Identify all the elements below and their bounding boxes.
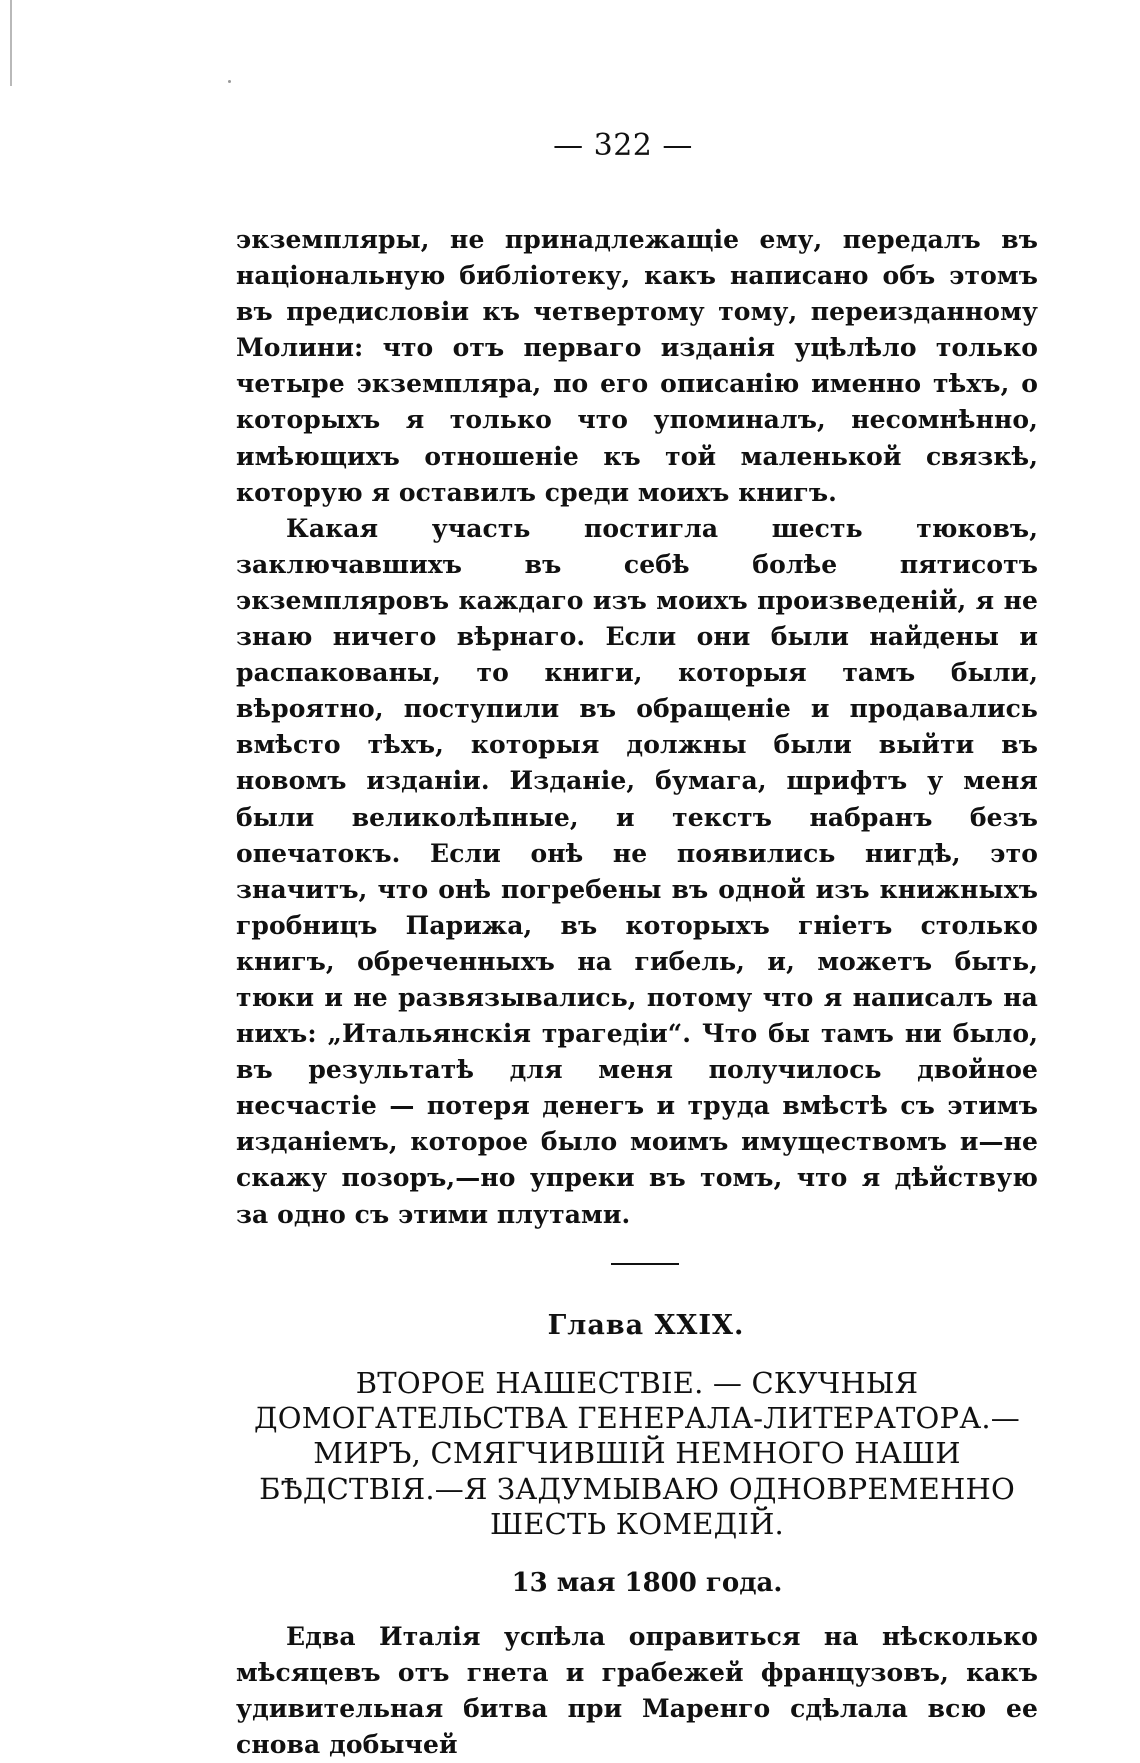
chapter-title: Глава XXIX. — [547, 1309, 745, 1341]
chapter-summary: ВТОРОЕ НАШЕСТВІЕ. — СКУЧНЫЯ ДОМОГАТЕЛЬСТВА ГЕНЕРАЛА-ЛИТЕРАТОРА.—МИРЪ, СМЯГЧИВШІЙ НЕМНОГО НАШИ БѢДСТВІЯ.—Я ЗАДУМЫВАЮ ОДНОВРЕМЕННО ШЕСТЬ КОМЕДІЙ. — [253, 1366, 1020, 1541]
chapter-date: 13 мая 1800 года. — [511, 1568, 783, 1599]
chapter-opening-paragraph: Едва Италія успѣла оправиться на нѣсколько мѣсяцевъ отъ гнета и грабежей французовъ, какъ удивительная битва при Маренго сдѣлала всю ее снова добычей — [236, 1622, 1038, 1760]
paragraph-2: Какая участь постигла шесть тюковъ, заключавшихъ въ себѣ болѣе пятисотъ экземпляровъ каждаго изъ моихъ произведеній, я не знаю ничего вѣрнаго. Если они были найдены и распакованы, то книги, которыя тамъ были, вѣроятно, поступили въ обращеніе и продавались вмѣсто тѣхъ, которыя должны были выйти въ новомъ изданіи. Изданіе, бумага, шрифтъ у меня были великолѣпные, и текстъ набранъ безъ опечатокъ. Если онѣ не появились нигдѣ, это значитъ, что онѣ погребены въ одной изъ книжныхъ гробницъ Парижа, въ которыхъ гніетъ столько книгъ, обреченныхъ на гибель, и, можетъ быть, тюки и не развязывались, потому что я написалъ на нихъ: „Итальянскія трагедіи“. Что бы тамъ ни было, въ результатѣ для меня получилось двойное несчастіе — потеря денегъ и труда вмѣстѣ съ этимъ изданіемъ, которое было моимъ имуществомъ и—не скажу позоръ,—но упреки въ томъ, что я дѣйствую за одно съ этими плутами. — [236, 513, 1038, 1229]
paragraph-1: экземпляры, не принадлежащіе ему, передалъ въ національную библіотеку, какъ написано объ этомъ въ предисловіи къ четвертому тому, переизданному Молини: что отъ перваго изданія уцѣлѣло только четыре экземпляра, по его описанію именно тѣхъ, о которыхъ я только что упоминалъ, несомнѣнно, имѣющихъ отношеніе къ той маленькой связкѣ, которую я оставилъ среди моихъ книгъ. — [236, 225, 1038, 507]
book-page — [236, 128, 1038, 1763]
scan-edge-line — [10, 0, 12, 86]
section-divider — [611, 1263, 679, 1265]
scan-dot — [228, 80, 231, 83]
page-number: — 322 — — [553, 128, 693, 163]
